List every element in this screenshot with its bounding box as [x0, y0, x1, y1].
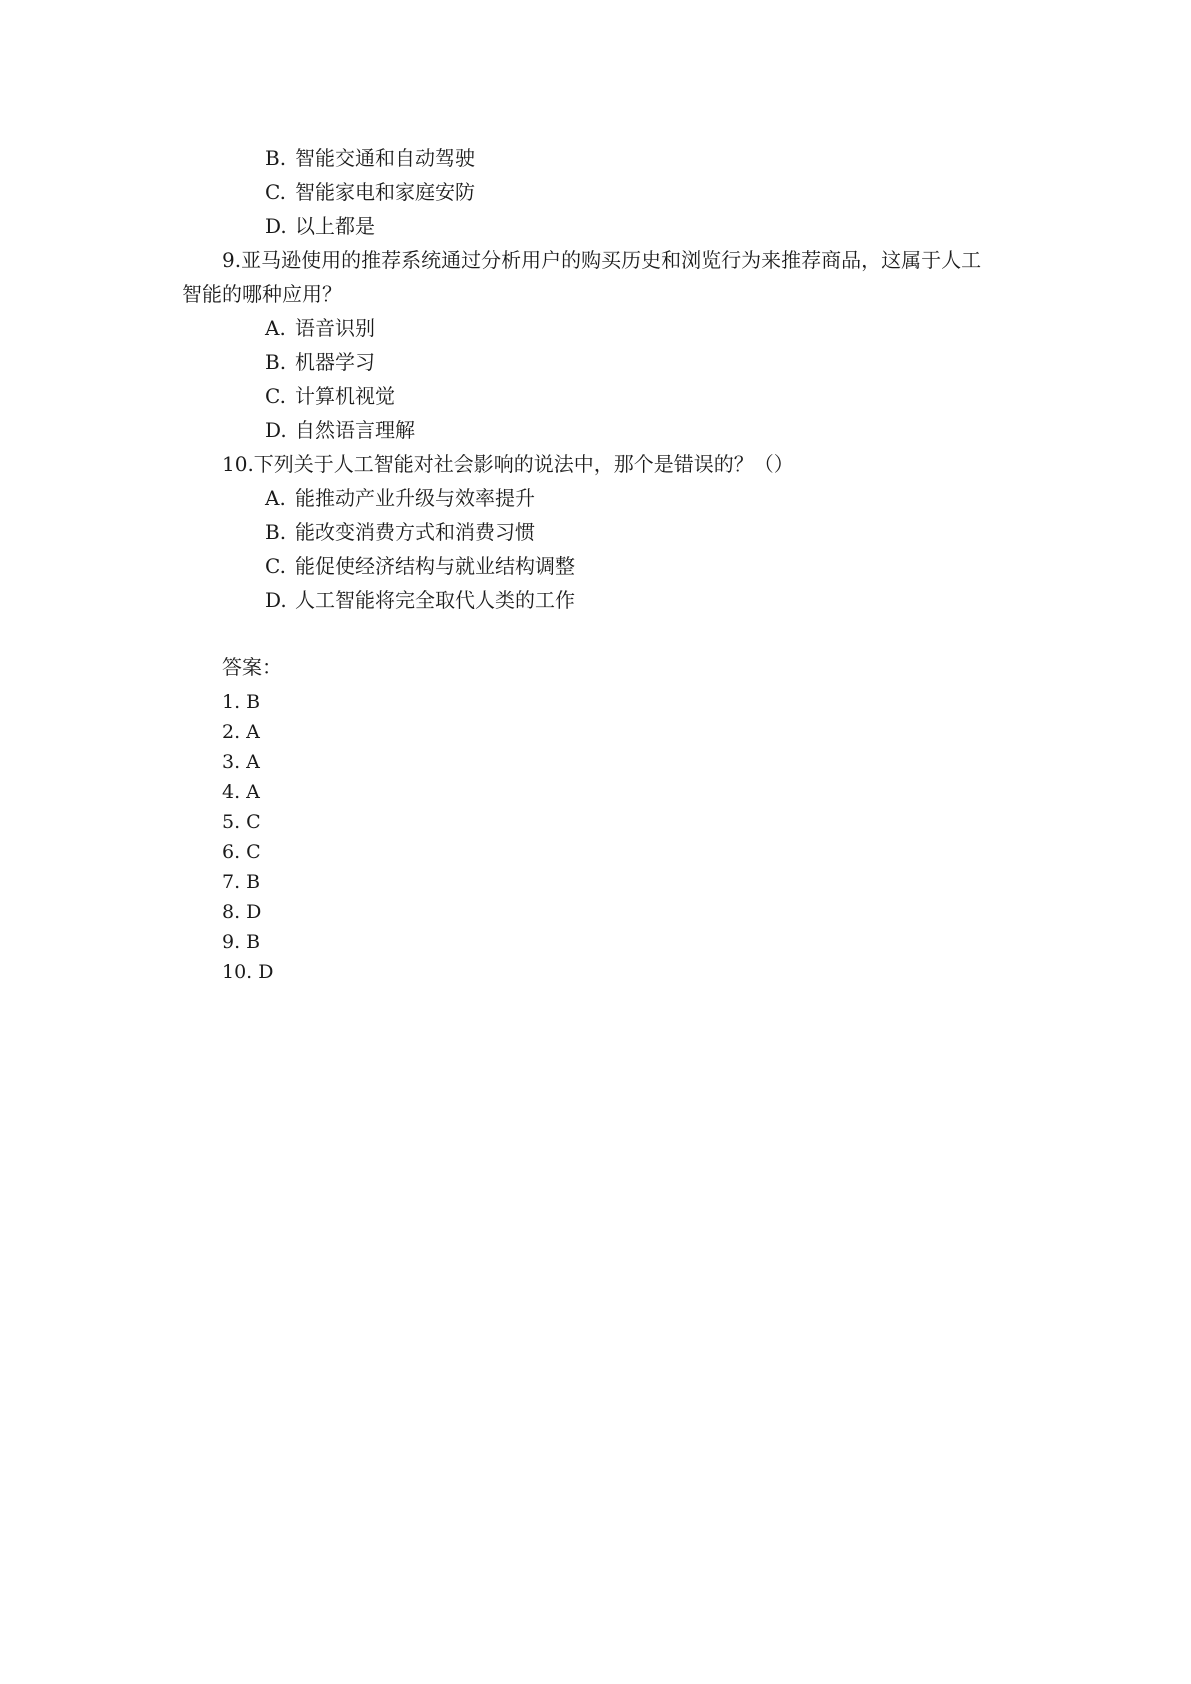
answer-item-4: 4. A [222, 781, 260, 803]
option-text: 人工智能将完全取代人类的工作 [295, 588, 575, 612]
q9-stem-line1: 9.亚马逊使用的推荐系统通过分析用户的购买历史和浏览行为来推荐商品，这属于人工 [222, 248, 982, 272]
option-text: 智能交通和自动驾驶 [295, 146, 475, 170]
option-text: 以上都是 [295, 214, 375, 238]
option-text: 智能家电和家庭安防 [295, 180, 475, 204]
option-text: 能推动产业升级与效率提升 [295, 486, 535, 510]
option-text: 能改变消费方式和消费习惯 [295, 520, 535, 544]
option-letter: A. [265, 316, 286, 340]
answer-item-3: 3. A [222, 751, 260, 773]
q9-option-c [265, 382, 395, 410]
q9-stem-line2: 智能的哪种应用？ [182, 282, 342, 306]
option-letter: D. [265, 588, 287, 612]
q9-option-a [265, 314, 375, 342]
option-text: 语音识别 [295, 316, 375, 340]
option-text: 机器学习 [295, 350, 375, 374]
q8-option-c [265, 178, 475, 206]
q8-option-b [265, 144, 475, 172]
answer-item-7: 7. B [222, 871, 261, 893]
answer-item-9: 9. B [222, 931, 261, 953]
answer-item-2: 2. A [222, 721, 260, 743]
option-letter: B. [265, 520, 287, 544]
option-letter: A. [265, 486, 286, 510]
q10-option-a [265, 484, 535, 512]
answer-item-5: 5. C [222, 811, 261, 833]
answer-item-6: 6. C [222, 841, 261, 863]
answers-heading: 答案： [222, 655, 282, 679]
q10-option-d [265, 586, 575, 614]
option-letter: C. [265, 554, 286, 578]
option-letter: B. [265, 146, 287, 170]
q9-option-b [265, 348, 375, 376]
option-text: 自然语言理解 [295, 418, 415, 442]
option-letter: B. [265, 350, 287, 374]
q10-option-b [265, 518, 535, 546]
answer-item-8: 8. D [222, 901, 262, 923]
q9-option-d [265, 416, 415, 444]
option-letter: C. [265, 180, 286, 204]
q10-option-c [265, 552, 575, 580]
option-text: 计算机视觉 [295, 384, 395, 408]
q8-option-d [265, 212, 375, 240]
answer-item-1: 1. B [222, 691, 261, 713]
q10-stem: 10.下列关于人工智能对社会影响的说法中，那个是错误的？（） [222, 452, 794, 476]
option-text: 能促使经济结构与就业结构调整 [295, 554, 575, 578]
option-letter: D. [265, 214, 287, 238]
option-letter: C. [265, 384, 286, 408]
option-letter: D. [265, 418, 287, 442]
answer-item-10: 10. D [222, 961, 274, 983]
